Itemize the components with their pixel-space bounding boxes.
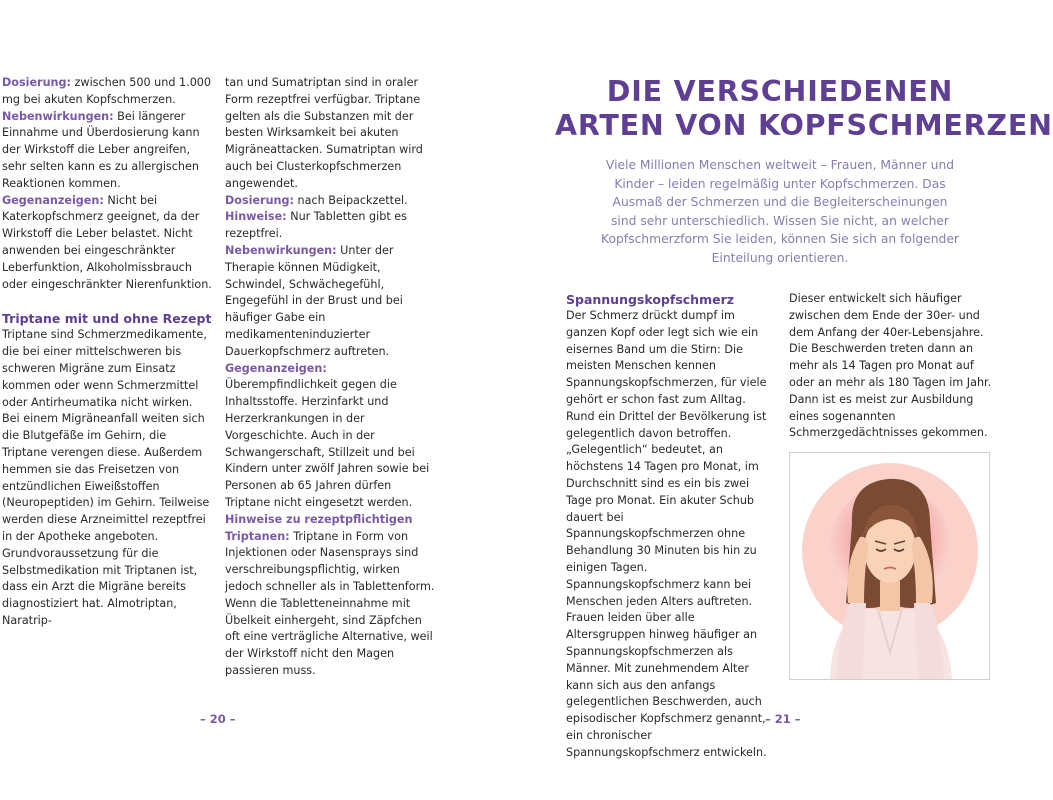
dosierung-text: nach Beipackzettel.: [293, 193, 408, 207]
hinweise-paragraph: [225, 209, 437, 243]
nebenwirkungen-text: Bei längerer Einnahme und Überdosierung kann der Wirkstoff die Leber angreifen, sehr selten kann es zu allergischen Reaktionen kommen.: [2, 109, 200, 190]
gegenanzeigen-text: Überempfindlichkeit gegen die Inhaltsstoffe. Herzinfarkt und Herzerkrankungen in der Vorgeschichte. Auch in der Schwangerschaft, Stillzeit und bei Kindern unter zwölf Jahren sowie bei Personen ab 65 Jahren dürfen Triptane nicht eingesetzt werden.: [225, 378, 430, 509]
dosierung-paragraph: [2, 75, 212, 109]
hinweise-rezept-text: Triptane in Form von Injektionen oder Nasensprays sind verschreibungspflichtig, wirken jedoch schneller als in Tablettenform. Wenn die Tabletteneinnahme mit Übelkeit einhergeht, sind Zäpfchen oft eine verträgliche Alternative, weil der Wirkstoff nicht den Magen passieren muss.: [225, 529, 435, 677]
section-body-continued: Dieser entwickelt sich häufiger zwischen dem Ende der 30er- und dem Anfang der 40er-Lebensjahre. Die Beschwerden treten dann an mehr als 14 Tagen pro Monat auf oder an mehr als 180 Tagen im Jahr. Dann ist es meist zur Ausbildung eines sogenannten Schmerzgedächtnisses gekommen.: [789, 292, 992, 440]
page-title: [555, 75, 1053, 143]
dosierung-label: Dosierung:: [225, 193, 294, 207]
nebenwirkungen-paragraph: [225, 243, 437, 361]
title-line-2: ARTEN VON KOPFSCHMERZEN: [555, 109, 1053, 142]
section-body: Der Schmerz drückt dumpf im ganzen Kopf oder legt sich wie ein eisernes Band um die Stirn: Die meisten Menschen kennen Spannungskopfschmerzen, für viele gehört er schon fast zum Alltag. Rund ein Drittel der Bevölkerung ist gelegentlich davon betroffen. „Gelegentlich“ bedeutet, an höchstens 14 Tagen pro Monat, im Durchschnitt sind es ein bis zwei Tage pro Monat. Ein akuter Schub dauert bei Spannungskopfschmerzen ohne Behandlung 30 Minuten bis hin zu einigen Tagen. Spannungskopfschmerz kann bei Menschen jeden Alters auftreten. Frauen leiden über alle Altersgruppen hinweg häufiger an Spannungskopfschmerzen als Männer. Mit zunehmendem Alter kann sich aus den anfangs gelegentlichen Beschwerden, auch episodischer Kopfschmerz genannt, ein chronischer Spannungskopfschmerz entwickeln.: [566, 309, 767, 759]
triptane-body: Triptane sind Schmerzmedikamente, die bei einer mittelschweren bis schweren Migräne zum Einsatz kommen oder wenn Schmerzmittel oder Antirheumatika nicht wirken. Bei einem Migräneanfall weiten sich die Blutgefäße im Gehirn, die Triptane verengen diese. Außerdem hemmen sie das Freisetzen von entzündlichen Eiweißstoffen (Neuropeptiden) im Gehirn. Teilweise werden diese Arzneimittel rezeptfrei in der Apotheke angeboten. Grundvoraussetzung für die Selbstmedikation mit Triptanen ist, dass ein Arzt die Migräne bereits diagnostiziert hat. Almotriptan, Naratrip-: [2, 328, 210, 627]
page-number-right: – 21 –: [765, 712, 801, 726]
gegenanzeigen-text: Nicht bei Katerkopfschmerz geeignet, da der Wirkstoff die Leber belastet. Nicht anwenden bei eingeschränkter Leberfunktion, Alkoholmissbrauch oder eingeschränkter Nierenfunktion.: [2, 193, 212, 291]
nebenwirkungen-label: Nebenwirkungen:: [2, 109, 114, 123]
section-heading: Spannungskopfschmerz: [566, 292, 735, 307]
woman-headache-icon: [790, 453, 989, 679]
nebenwirkungen-label: Nebenwirkungen:: [225, 243, 337, 257]
dosierung-paragraph: [225, 193, 437, 210]
triptane-heading: Triptane mit und ohne Rezept: [2, 311, 212, 327]
title-line-1: DIE VERSCHIEDENEN: [606, 75, 954, 108]
hinweise-rezept-label: Hinweise zu rezeptpflichtigen Triptanen:: [225, 512, 413, 543]
gegenanzeigen-label: Gegenanzeigen:: [225, 361, 327, 375]
right-column-2: [789, 291, 999, 442]
right-column-1: [566, 291, 774, 762]
nebenwirkungen-text: Unter der Therapie können Müdigkeit, Schwindel, Schwächegefühl, Engegefühl in der Brust und bei häufiger Gabe ein medikamenteninduzierter Dauerkopfschmerz auftreten.: [225, 243, 403, 358]
gegenanzeigen-paragraph: [225, 361, 437, 512]
gegenanzeigen-label: Gegenanzeigen:: [2, 193, 104, 207]
hinweise-rezept-paragraph: [225, 512, 437, 680]
dosierung-label: Dosierung:: [2, 76, 71, 89]
left-column-1: [2, 75, 212, 630]
intro-text: Viele Millionen Menschen weltweit – Frauen, Männer und Kinder – leiden regelmäßig unter Kopfschmerzen. Das Ausmaß der Schmerzen und die Begleiterscheinungen sind sehr unterschiedlich. Wissen Sie nicht, an welcher Kopfschmerzform Sie leiden, können Sie sich an folgender Einteilung orientieren.: [601, 158, 959, 265]
headache-illustration: [789, 452, 990, 680]
triptane-continued: tan und Sumatriptan sind in oraler Form rezeptfrei verfügbar. Triptane gelten als die Substanzen mit der besten Wirksamkeit bei akuten Migräneattacken. Sumatriptan wird auch bei Clusterkopfschmerzen angewendet.: [225, 76, 423, 190]
nebenwirkungen-paragraph: [2, 109, 212, 193]
left-column-2: [225, 75, 437, 680]
dosierung-text: zwischen 500 und 1.000 mg bei akuten Kopfschmerzen.: [2, 76, 212, 106]
hinweise-label: Hinweise:: [225, 210, 287, 224]
page-number-left: – 20 –: [200, 712, 236, 726]
hinweise-text: Nur Tabletten gibt es rezeptfrei.: [225, 210, 408, 241]
gegenanzeigen-paragraph: [2, 193, 212, 294]
